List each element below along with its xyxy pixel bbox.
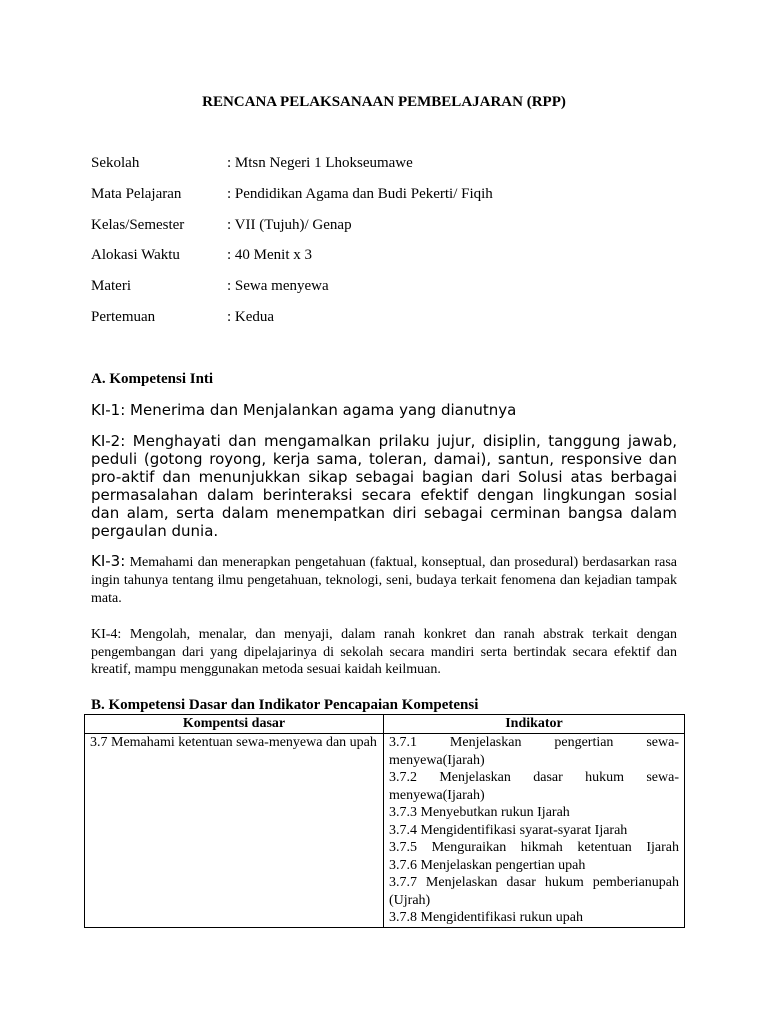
info-value-alokasi-waktu: : 40 Menit x 3 <box>227 247 312 263</box>
info-label-mata-pelajaran: Mata Pelajaran <box>91 186 182 202</box>
indicator-item: 3.7.8 Mengidentifikasi rukun upah <box>389 910 584 925</box>
ki3-lead: KI-3: <box>91 552 126 570</box>
info-value-sekolah: : Mtsn Negeri 1 Lhokseumawe <box>227 155 413 171</box>
table-header-kd: Kompentsi dasar <box>85 715 384 734</box>
info-value-kelas-semester: : VII (Tujuh)/ Genap <box>227 217 352 233</box>
section-b-heading: B. Kompetensi Dasar dan Indikator Pencapaian Kompetensi <box>91 697 479 713</box>
info-value-pertemuan: : Kedua <box>227 309 275 325</box>
table-row <box>85 734 685 928</box>
info-label-alokasi-waktu: Alokasi Waktu <box>91 247 180 263</box>
indicator-item: 3.7.6 Menjelaskan pengertian upah <box>389 857 586 873</box>
info-value-materi: : Sewa menyewa <box>227 278 329 294</box>
ki3-text: Memahami dan menerapkan pengetahuan (faktual, konseptual, dan prosedural) berdasarkan rasa ingin tahunya tentang ilmu pengetahuan, teknologi, seni, budaya terkait fenomena dan kejadian tampak mata. <box>91 555 677 606</box>
ki1-text: KI-1: Menerima dan Menjalankan agama yang dianutnya <box>91 401 517 419</box>
info-value-mata-pelajaran: : Pendidikan Agama dan Budi Pekerti/ Fiqih <box>227 186 493 202</box>
section-a-heading: A. Kompetensi Inti <box>91 371 214 387</box>
indicator-item: 3.7.2 Menjelaskan dasar hukum sewa-menyewa(Ijarah) <box>389 770 679 803</box>
indicator-item: 3.7.5 Menguraikan hikmah ketentuan Ijarah <box>389 840 679 855</box>
ki2-text: KI-2: Menghayati dan mengamalkan prilaku jujur, disiplin, tanggung jawab, peduli (gotong royong, kerja sama, toleran, damai), santun, responsive dan pro-aktif dan menunjukkan sikap sebagai bagian dari Solusi atas berbagai permasalahan dalam berinteraksi secara efektif dengan lingkungan sosial dan alam, serta dalam menempatkan diri sebagai cerminan bangsa dalam pergaulan dunia. <box>91 432 677 540</box>
ki3-paragraph <box>91 552 677 608</box>
info-label-sekolah: Sekolah <box>91 155 140 171</box>
table-header-row <box>85 715 685 734</box>
info-label-kelas-semester: Kelas/Semester <box>91 217 185 233</box>
info-label-materi: Materi <box>91 278 131 294</box>
competency-table <box>84 714 685 928</box>
indicator-item: 3.7.7 Menjelaskan dasar hukum pemberianupah (Ujrah) <box>389 875 679 908</box>
indicator-cell <box>384 734 685 928</box>
ki4-text: KI-4: Mengolah, menalar, dan menyaji, dalam ranah konkret dan ranah abstrak terkait dengan pengembangan dari yang dipelajarinya di sekolah secara mandiri serta bertindak secara efektif dan kreatif, mampu menggunakan metoda sesuai kaidah keilmuan. <box>91 627 677 677</box>
indicator-item: 3.7.4 Mengidentifikasi syarat-syarat Ijarah <box>389 822 628 838</box>
kd-cell: 3.7 Memahami ketentuan sewa-menyewa dan upah <box>85 734 384 928</box>
info-label-pertemuan: Pertemuan <box>91 309 156 325</box>
table-header-indikator: Indikator <box>384 715 685 734</box>
page-title: RENCANA PELAKSANAAN PEMBELAJARAN (RPP) <box>202 94 566 110</box>
indicator-item: 3.7.3 Menyebutkan rukun Ijarah <box>389 805 570 820</box>
indicator-item: 3.7.1 Menjelaskan pengertian sewa-menyewa(Ijarah) <box>389 735 679 768</box>
